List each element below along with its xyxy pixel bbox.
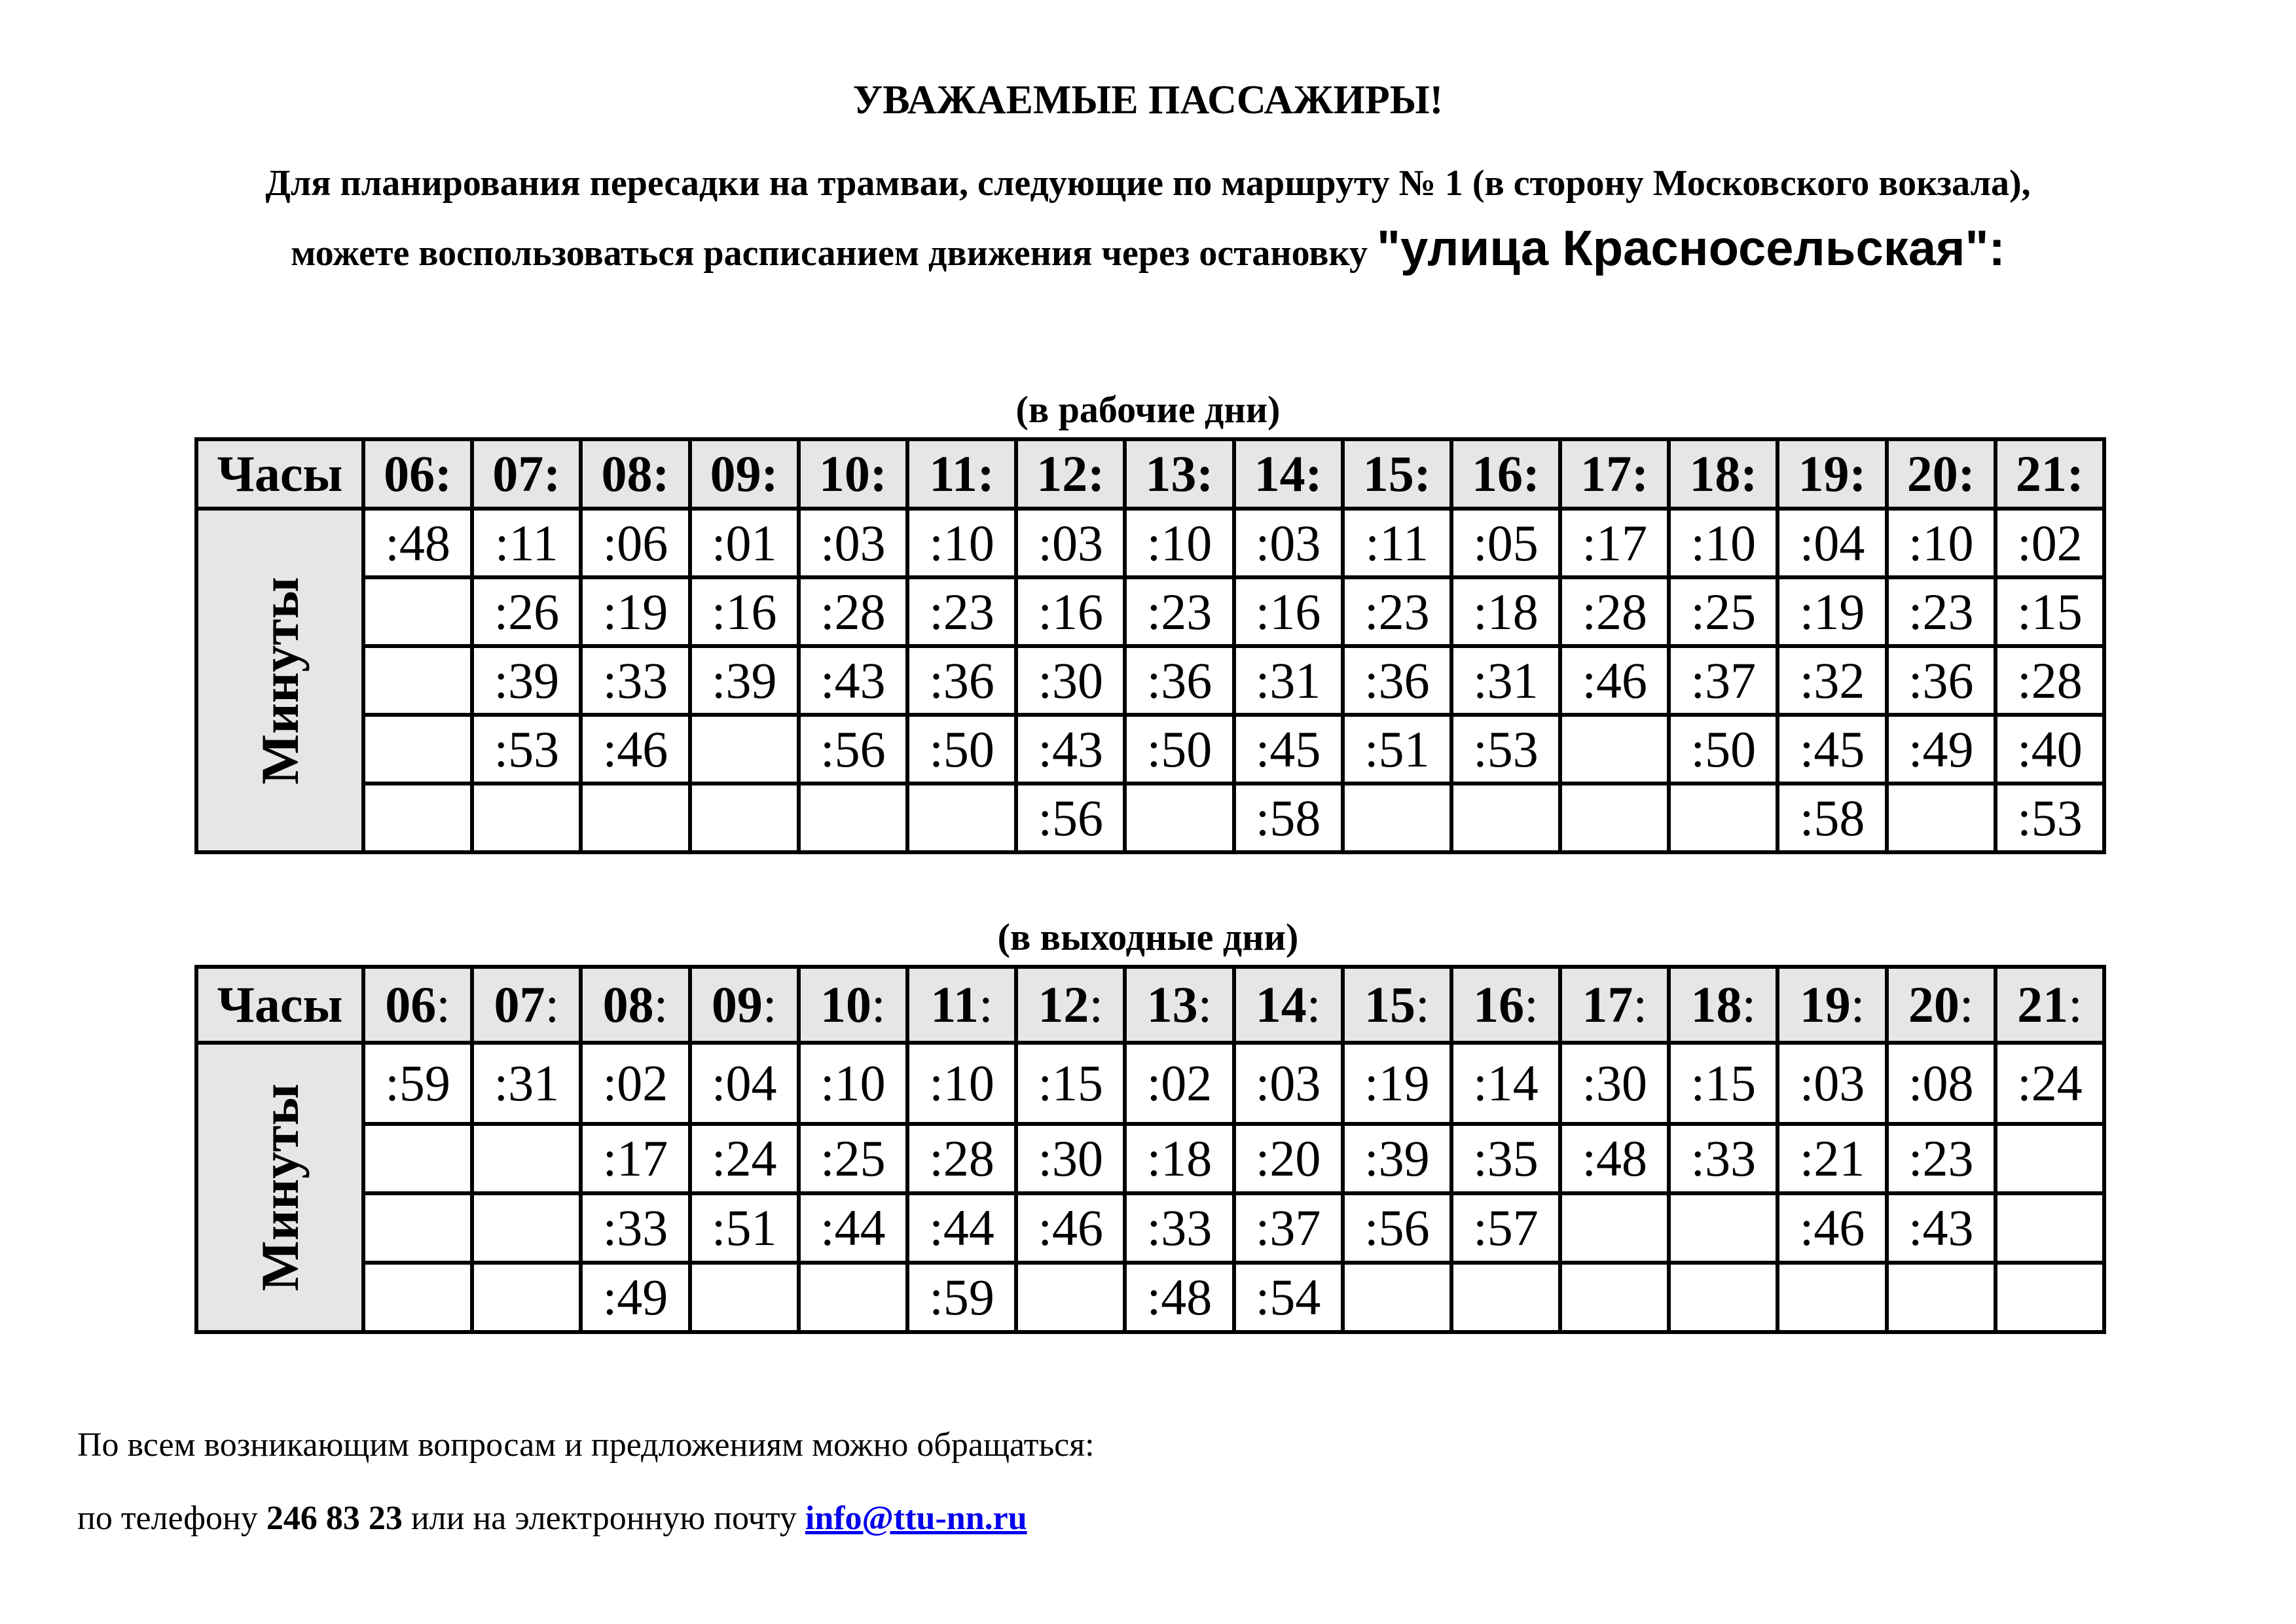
weekend-schedule-table bbox=[194, 965, 2106, 1334]
weekend-hour-0 bbox=[363, 967, 472, 1043]
weekday-minute-cell bbox=[1669, 784, 1777, 852]
weekend-minute-cell: :59 bbox=[907, 1263, 1016, 1332]
weekend-minute-cell: :10 bbox=[907, 1043, 1016, 1124]
weekday-minute-cell: :28 bbox=[1995, 646, 2104, 715]
weekend-hour-value: 12 bbox=[1038, 976, 1089, 1033]
weekend-hour-colon: : bbox=[1850, 976, 1865, 1033]
weekend-hour-4 bbox=[799, 967, 907, 1043]
weekday-minute-cell: :15 bbox=[1995, 577, 2104, 646]
weekend-minutes-label: Минуты bbox=[249, 1083, 310, 1291]
weekend-hour-value: 19 bbox=[1799, 976, 1851, 1033]
weekday-hour-10: 16: bbox=[1451, 439, 1560, 509]
weekend-minute-cell: :44 bbox=[907, 1193, 1016, 1263]
weekday-minute-cell: :49 bbox=[1887, 715, 1995, 784]
weekend-hour-colon: : bbox=[871, 976, 886, 1033]
weekday-minute-cell: :10 bbox=[1669, 509, 1777, 577]
weekday-minute-cell bbox=[1125, 784, 1233, 852]
intro-line-1: Для планирования пересадки на трамваи, следующие по маршруту № 1 (в сторону Московского вокзала), bbox=[265, 163, 2031, 204]
weekend-hour-colon: : bbox=[2068, 976, 2083, 1033]
weekend-hour-value: 13 bbox=[1146, 976, 1198, 1033]
weekend-minute-cell: :46 bbox=[1777, 1193, 1886, 1263]
weekend-hour-colon: : bbox=[1306, 976, 1321, 1033]
weekend-minute-cell bbox=[1995, 1263, 2104, 1332]
weekend-minutes-row bbox=[196, 1263, 2104, 1332]
phone-number: 246 83 23 bbox=[266, 1500, 403, 1537]
weekday-hour-6: 12: bbox=[1016, 439, 1125, 509]
stop-name: "улица Красносельская": bbox=[1376, 221, 2005, 276]
weekday-minutes-body bbox=[196, 509, 2104, 852]
weekday-minute-cell: :53 bbox=[472, 715, 581, 784]
weekday-minute-cell: :45 bbox=[1777, 715, 1886, 784]
weekend-hour-14 bbox=[1887, 967, 1995, 1043]
weekend-hour-value: 11 bbox=[930, 976, 979, 1033]
weekend-minutes-row bbox=[196, 1193, 2104, 1263]
weekend-minute-cell: :30 bbox=[1560, 1043, 1669, 1124]
weekend-minute-cell: :08 bbox=[1887, 1043, 1995, 1124]
weekday-minute-cell: :50 bbox=[907, 715, 1016, 784]
weekday-hour-13: 19: bbox=[1777, 439, 1886, 509]
weekday-hour-2: 08: bbox=[581, 439, 689, 509]
weekday-minute-cell: :26 bbox=[472, 577, 581, 646]
weekday-hour-5: 11: bbox=[907, 439, 1016, 509]
weekday-minute-cell: :43 bbox=[799, 646, 907, 715]
weekend-minute-cell: :02 bbox=[1125, 1043, 1233, 1124]
weekday-minute-cell: :58 bbox=[1234, 784, 1343, 852]
weekend-minute-cell: :20 bbox=[1234, 1124, 1343, 1193]
weekday-minute-cell: :36 bbox=[1887, 646, 1995, 715]
weekend-minute-cell: :33 bbox=[1125, 1193, 1233, 1263]
weekday-minute-cell: :53 bbox=[1451, 715, 1560, 784]
weekday-hour-12: 18: bbox=[1669, 439, 1777, 509]
weekend-minute-cell: :57 bbox=[1451, 1193, 1560, 1263]
weekend-minute-cell bbox=[363, 1193, 472, 1263]
weekday-hours-row bbox=[196, 439, 2104, 509]
weekend-minute-cell: :35 bbox=[1451, 1124, 1560, 1193]
weekend-minute-cell: :56 bbox=[1343, 1193, 1451, 1263]
weekend-minute-cell: :43 bbox=[1887, 1193, 1995, 1263]
weekend-hour-colon: : bbox=[1415, 976, 1430, 1033]
weekend-hour-value: 21 bbox=[2017, 976, 2069, 1033]
weekend-hour-value: 14 bbox=[1255, 976, 1307, 1033]
weekday-minute-cell: :46 bbox=[581, 715, 689, 784]
weekday-minute-cell: :06 bbox=[581, 509, 689, 577]
weekend-hour-6 bbox=[1016, 967, 1125, 1043]
weekday-minute-cell: :11 bbox=[1343, 509, 1451, 577]
phone-prefix: по телефону bbox=[77, 1500, 266, 1537]
weekday-minute-cell: :37 bbox=[1669, 646, 1777, 715]
weekday-minute-cell: :28 bbox=[1560, 577, 1669, 646]
weekend-minute-cell bbox=[472, 1193, 581, 1263]
weekday-minute-cell: :16 bbox=[1234, 577, 1343, 646]
weekday-minute-cell: :03 bbox=[1234, 509, 1343, 577]
weekend-minute-cell bbox=[1887, 1263, 1995, 1332]
weekend-minute-cell bbox=[1560, 1193, 1669, 1263]
weekday-minute-cell bbox=[690, 784, 799, 852]
weekend-minute-cell bbox=[799, 1263, 907, 1332]
weekday-minute-cell: :36 bbox=[1125, 646, 1233, 715]
weekend-hour-15 bbox=[1995, 967, 2104, 1043]
weekday-minute-cell: :31 bbox=[1234, 646, 1343, 715]
weekend-hour-colon: : bbox=[1197, 976, 1212, 1033]
weekend-minute-cell: :15 bbox=[1669, 1043, 1777, 1124]
weekend-minute-cell bbox=[1995, 1193, 2104, 1263]
weekday-minute-cell: :10 bbox=[1887, 509, 1995, 577]
weekend-minute-cell bbox=[1016, 1263, 1125, 1332]
weekend-hour-9 bbox=[1343, 967, 1451, 1043]
weekday-minute-cell: :31 bbox=[1451, 646, 1560, 715]
weekday-minute-cell: :40 bbox=[1995, 715, 2104, 784]
weekend-minute-cell bbox=[363, 1124, 472, 1193]
weekday-minute-cell bbox=[690, 715, 799, 784]
weekday-minutes-row bbox=[196, 577, 2104, 646]
weekday-minute-cell: :18 bbox=[1451, 577, 1560, 646]
weekend-minute-cell bbox=[1669, 1193, 1777, 1263]
weekday-minute-cell bbox=[472, 784, 581, 852]
weekend-minute-cell: :19 bbox=[1343, 1043, 1451, 1124]
weekend-minute-cell: :02 bbox=[581, 1043, 689, 1124]
weekend-hour-7 bbox=[1125, 967, 1233, 1043]
weekend-minute-cell: :18 bbox=[1125, 1124, 1233, 1193]
weekday-minute-cell bbox=[1560, 784, 1669, 852]
email-prefix: или на электронную почту bbox=[402, 1500, 805, 1537]
weekday-minute-cell: :05 bbox=[1451, 509, 1560, 577]
weekday-minute-cell: :11 bbox=[472, 509, 581, 577]
weekend-minute-cell bbox=[690, 1263, 799, 1332]
weekday-minute-cell: :51 bbox=[1343, 715, 1451, 784]
weekend-minute-cell bbox=[1451, 1263, 1560, 1332]
weekend-hour-colon: : bbox=[436, 976, 450, 1033]
weekday-minutes-row bbox=[196, 646, 2104, 715]
weekend-minute-cell: :39 bbox=[1343, 1124, 1451, 1193]
weekday-hour-11: 17: bbox=[1560, 439, 1669, 509]
weekend-hour-value: 08 bbox=[602, 976, 654, 1033]
weekend-hour-11 bbox=[1560, 967, 1669, 1043]
weekday-minute-cell bbox=[363, 784, 472, 852]
weekend-hour-10 bbox=[1451, 967, 1560, 1043]
weekday-minute-cell: :36 bbox=[907, 646, 1016, 715]
weekend-minute-cell: :24 bbox=[1995, 1043, 2104, 1124]
weekday-minute-cell: :02 bbox=[1995, 509, 2104, 577]
weekend-minute-cell: :48 bbox=[1560, 1124, 1669, 1193]
weekend-minute-cell: :33 bbox=[1669, 1124, 1777, 1193]
weekend-hours-row bbox=[196, 967, 2104, 1043]
weekend-minute-cell: :14 bbox=[1451, 1043, 1560, 1124]
weekday-minute-cell: :03 bbox=[1016, 509, 1125, 577]
weekend-minute-cell: :48 bbox=[1125, 1263, 1233, 1332]
email-link[interactable]: info@ttu-nn.ru bbox=[805, 1500, 1027, 1537]
weekend-minute-cell bbox=[1777, 1263, 1886, 1332]
weekend-hour-value: 15 bbox=[1364, 976, 1415, 1033]
weekday-minutes-row bbox=[196, 509, 2104, 577]
weekend-minute-cell: :28 bbox=[907, 1124, 1016, 1193]
weekday-caption: (в рабочие дни) bbox=[1015, 388, 1281, 431]
weekday-minute-cell bbox=[799, 784, 907, 852]
weekend-hour-value: 06 bbox=[385, 976, 437, 1033]
weekday-minute-cell: :36 bbox=[1343, 646, 1451, 715]
weekend-caption: (в выходные дни) bbox=[997, 916, 1299, 958]
weekday-minute-cell: :53 bbox=[1995, 784, 2104, 852]
weekday-hour-3: 09: bbox=[690, 439, 799, 509]
weekend-minute-cell: :31 bbox=[472, 1043, 581, 1124]
intro-line-2 bbox=[0, 220, 2296, 277]
weekend-hour-colon: : bbox=[1633, 976, 1647, 1033]
weekend-hour-12 bbox=[1669, 967, 1777, 1043]
weekend-minute-cell: :24 bbox=[690, 1124, 799, 1193]
weekend-minute-cell: :04 bbox=[690, 1043, 799, 1124]
weekend-hour-colon: : bbox=[979, 976, 993, 1033]
weekend-hour-value: 10 bbox=[820, 976, 871, 1033]
weekend-minutes-label-cell bbox=[196, 1043, 363, 1332]
weekday-minute-cell: :28 bbox=[799, 577, 907, 646]
weekend-hour-value: 07 bbox=[494, 976, 545, 1033]
weekend-hour-colon: : bbox=[1959, 976, 1974, 1033]
weekend-hour-colon: : bbox=[545, 976, 560, 1033]
weekend-hour-colon: : bbox=[653, 976, 668, 1033]
weekday-minute-cell: :45 bbox=[1234, 715, 1343, 784]
weekend-minute-cell: :15 bbox=[1016, 1043, 1125, 1124]
weekend-minute-cell: :51 bbox=[690, 1193, 799, 1263]
weekend-minute-cell bbox=[1560, 1263, 1669, 1332]
weekend-hour-colon: : bbox=[1524, 976, 1539, 1033]
weekend-minute-cell: :25 bbox=[799, 1124, 907, 1193]
weekend-hour-value: 16 bbox=[1473, 976, 1525, 1033]
weekday-hour-15: 21: bbox=[1995, 439, 2104, 509]
weekday-hour-8: 14: bbox=[1234, 439, 1343, 509]
weekday-hour-9: 15: bbox=[1343, 439, 1451, 509]
weekday-minute-cell: :32 bbox=[1777, 646, 1886, 715]
page-title: УВАЖАЕМЫЕ ПАССАЖИРЫ! bbox=[852, 78, 1444, 122]
weekday-minute-cell: :50 bbox=[1125, 715, 1233, 784]
weekday-minute-cell bbox=[1887, 784, 1995, 852]
weekday-minute-cell: :19 bbox=[1777, 577, 1886, 646]
weekend-minute-cell bbox=[1669, 1263, 1777, 1332]
weekend-minute-cell: :54 bbox=[1234, 1263, 1343, 1332]
weekday-hour-4: 10: bbox=[799, 439, 907, 509]
weekend-minute-cell bbox=[1995, 1124, 2104, 1193]
weekday-minute-cell: :39 bbox=[472, 646, 581, 715]
weekend-hour-5 bbox=[907, 967, 1016, 1043]
weekend-minute-cell bbox=[472, 1124, 581, 1193]
weekday-minute-cell: :48 bbox=[363, 509, 472, 577]
weekday-minute-cell: :01 bbox=[690, 509, 799, 577]
weekend-minute-cell: :49 bbox=[581, 1263, 689, 1332]
weekday-minute-cell: :56 bbox=[1016, 784, 1125, 852]
weekday-schedule-table bbox=[194, 437, 2106, 854]
weekday-minute-cell: :39 bbox=[690, 646, 799, 715]
weekday-minute-cell: :17 bbox=[1560, 509, 1669, 577]
weekday-hours-label: Часы bbox=[196, 439, 363, 509]
weekend-minutes-row bbox=[196, 1124, 2104, 1193]
weekend-hour-13 bbox=[1777, 967, 1886, 1043]
weekend-minute-cell: :33 bbox=[581, 1193, 689, 1263]
weekday-minute-cell: :10 bbox=[1125, 509, 1233, 577]
weekend-minute-cell bbox=[472, 1263, 581, 1332]
weekday-minute-cell: :56 bbox=[799, 715, 907, 784]
weekday-minute-cell: :04 bbox=[1777, 509, 1886, 577]
weekday-minute-cell: :19 bbox=[581, 577, 689, 646]
weekend-hour-value: 09 bbox=[711, 976, 763, 1033]
weekday-minute-cell: :16 bbox=[690, 577, 799, 646]
weekend-hour-value: 17 bbox=[1582, 976, 1633, 1033]
weekday-hour-14: 20: bbox=[1887, 439, 1995, 509]
weekday-minute-cell bbox=[581, 784, 689, 852]
intro-line-2-prefix: можете воспользоваться расписанием движения через остановку bbox=[291, 233, 1377, 274]
weekday-minute-cell bbox=[1343, 784, 1451, 852]
weekday-minute-cell: :43 bbox=[1016, 715, 1125, 784]
weekend-minute-cell: :21 bbox=[1777, 1124, 1886, 1193]
weekday-minute-cell: :33 bbox=[581, 646, 689, 715]
weekday-minute-cell: :23 bbox=[1125, 577, 1233, 646]
weekend-hour-colon: : bbox=[762, 976, 777, 1033]
weekend-minute-cell: :59 bbox=[363, 1043, 472, 1124]
weekday-minute-cell: :23 bbox=[1343, 577, 1451, 646]
weekend-hour-colon: : bbox=[1741, 976, 1757, 1033]
weekday-minutes-row bbox=[196, 715, 2104, 784]
weekend-minutes-body bbox=[196, 1043, 2104, 1332]
weekday-minute-cell bbox=[907, 784, 1016, 852]
weekend-minute-cell: :37 bbox=[1234, 1193, 1343, 1263]
weekday-minute-cell: :03 bbox=[799, 509, 907, 577]
weekday-minute-cell: :23 bbox=[1887, 577, 1995, 646]
weekend-hours-label: Часы bbox=[196, 967, 363, 1043]
weekday-hour-1: 07: bbox=[472, 439, 581, 509]
footer-contact-line: По всем возникающим вопросам и предложениям можно обращаться: bbox=[77, 1426, 1095, 1464]
weekday-hour-7: 13: bbox=[1125, 439, 1233, 509]
weekday-minute-cell: :30 bbox=[1016, 646, 1125, 715]
weekend-hour-3 bbox=[690, 967, 799, 1043]
weekday-minute-cell bbox=[1560, 715, 1669, 784]
weekend-minute-cell bbox=[363, 1263, 472, 1332]
weekend-hour-colon: : bbox=[1089, 976, 1104, 1033]
weekday-minutes-label-cell bbox=[196, 509, 363, 852]
weekday-minute-cell: :46 bbox=[1560, 646, 1669, 715]
weekday-minutes-label: Минуты bbox=[249, 576, 310, 785]
weekend-minute-cell: :44 bbox=[799, 1193, 907, 1263]
footer-phone-email-line bbox=[77, 1499, 1027, 1538]
weekend-minute-cell: :30 bbox=[1016, 1124, 1125, 1193]
weekend-minute-cell: :10 bbox=[799, 1043, 907, 1124]
weekday-minute-cell bbox=[363, 577, 472, 646]
weekday-minute-cell: :10 bbox=[907, 509, 1016, 577]
weekday-minute-cell: :58 bbox=[1777, 784, 1886, 852]
weekend-minutes-row bbox=[196, 1043, 2104, 1124]
weekday-minute-cell: :50 bbox=[1669, 715, 1777, 784]
weekend-hour-8 bbox=[1234, 967, 1343, 1043]
weekday-minute-cell: :16 bbox=[1016, 577, 1125, 646]
weekend-minute-cell: :17 bbox=[581, 1124, 689, 1193]
weekend-hour-value: 18 bbox=[1690, 976, 1742, 1033]
weekday-minute-cell bbox=[363, 646, 472, 715]
weekend-hour-1 bbox=[472, 967, 581, 1043]
weekday-minute-cell: :23 bbox=[907, 577, 1016, 646]
weekday-minute-cell bbox=[1451, 784, 1560, 852]
weekend-hour-value: 20 bbox=[1908, 976, 1959, 1033]
weekday-hour-0: 06: bbox=[363, 439, 472, 509]
weekday-minutes-row bbox=[196, 784, 2104, 852]
weekend-minute-cell bbox=[1343, 1263, 1451, 1332]
weekend-hour-2 bbox=[581, 967, 689, 1043]
weekend-minute-cell: :23 bbox=[1887, 1124, 1995, 1193]
weekend-minute-cell: :46 bbox=[1016, 1193, 1125, 1263]
weekday-minute-cell: :25 bbox=[1669, 577, 1777, 646]
weekend-minute-cell: :03 bbox=[1777, 1043, 1886, 1124]
weekend-minute-cell: :03 bbox=[1234, 1043, 1343, 1124]
weekday-minute-cell bbox=[363, 715, 472, 784]
